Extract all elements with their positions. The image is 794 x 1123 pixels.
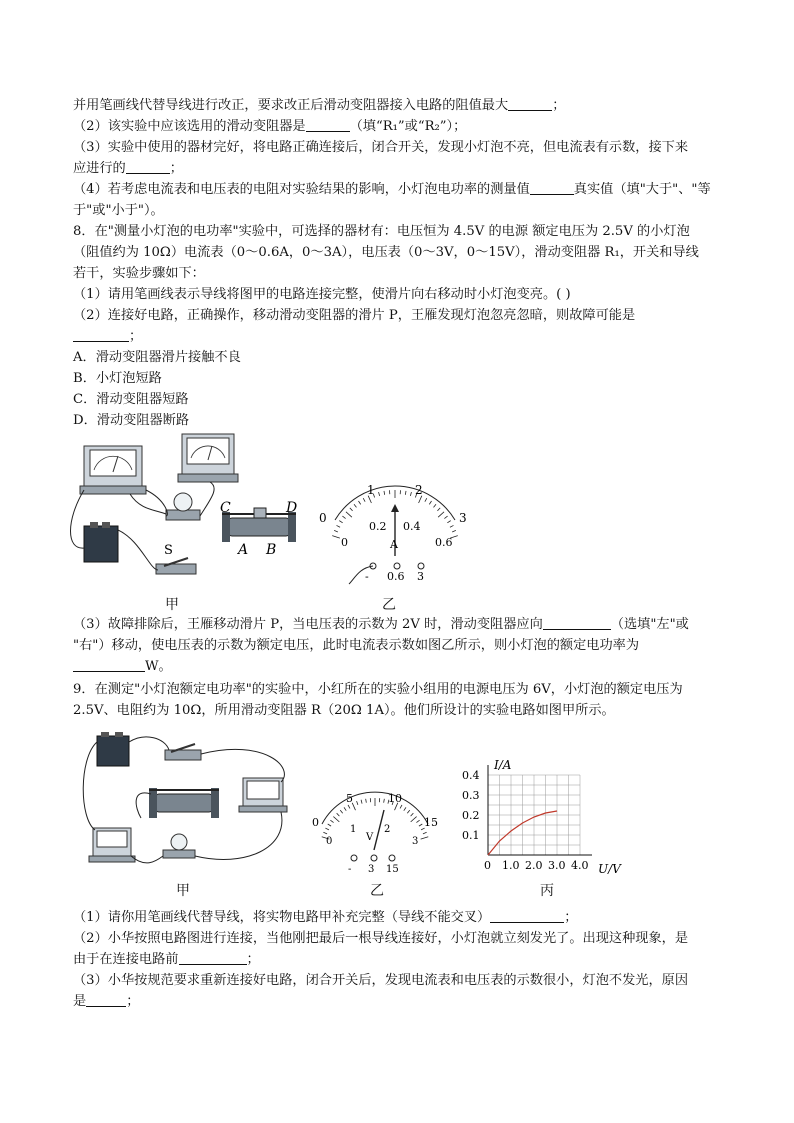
dial-tick [421, 837, 429, 839]
dial-tick [452, 530, 456, 532]
caption-yi: 乙 [382, 597, 396, 613]
dial-tick [379, 492, 380, 496]
dial-tick [358, 501, 360, 504]
dial-tick [411, 817, 417, 822]
caption-jia: 甲 [165, 597, 179, 613]
text-line: （2）该实验中应该选用的滑动变阻器是 （填“R₁”或“R₂”）； [73, 119, 467, 134]
dial-tick [346, 512, 352, 517]
terminal-label: 3 [368, 864, 375, 875]
battery-pack [84, 522, 118, 562]
dial-ticks [322, 798, 429, 839]
q8-ammeter-dial [315, 480, 475, 590]
dial-tick [429, 501, 431, 504]
caption-bing: 丙 [540, 883, 554, 899]
text-line: 若干，实验步骤如下： [73, 266, 205, 281]
rheostat-device [149, 788, 219, 818]
dial-tick [423, 832, 427, 834]
question-9-title: 9．在测定"小灯泡额定电功率"的实验中，小红所在的实验小组用的电源电压为 6V，小灯泡的额定电压为 [73, 682, 683, 697]
dial-label: 0.4 [403, 520, 421, 533]
dial-tick [333, 817, 339, 822]
dial-tick [330, 820, 333, 822]
dial-tick [410, 492, 411, 496]
terminal-a-label: A [238, 542, 249, 558]
dial-tick [411, 813, 414, 816]
dial-label: 0.6 [435, 536, 453, 549]
dial-label: 0 [312, 816, 319, 829]
text-line: （2）连接好电路，正确操作，移动滑动变阻器的滑片 P，王雁发现灯泡忽亮忽暗，则故障可能是 [73, 308, 636, 323]
dial-label: 0 [341, 536, 348, 549]
dial-tick [419, 824, 422, 826]
dial-tick [334, 530, 338, 532]
q9-iu-graph [460, 755, 630, 880]
y-axis-label: I/A [494, 758, 512, 772]
dial-tick [339, 521, 342, 523]
terminal-label: - [365, 570, 369, 583]
dial-tick [425, 498, 427, 502]
dial-label: 2 [415, 483, 423, 497]
text-line: （3）小华按规范要求重新连接好电路，闭合开关后，发现电流表和电压表的示数很小，灯泡不发光，原因 [73, 973, 689, 988]
dial-tick [447, 521, 450, 523]
rheostat-device [222, 508, 296, 542]
dial-tick [337, 525, 341, 527]
dial-tick [348, 805, 350, 809]
dial-label: 1 [350, 824, 357, 835]
question-8-title: 8．在"测量小灯泡的电功率"实验中，可选择的器材有：电压恒为 4.5V 的电源 额定电压为 2.5V 的小灯泡 [73, 224, 690, 239]
dial-tick [344, 807, 346, 810]
dial-label: 1 [367, 483, 375, 497]
dial-tick [438, 512, 444, 517]
text-line: 于"或"小于"）。 [73, 203, 164, 218]
dial-tick [384, 491, 385, 495]
dial-tick [384, 799, 385, 803]
answer-line: ； [73, 327, 142, 347]
text-line: （3）实验中使用的器材完好，将电路正确连接后，闭合开关，发现小灯泡不亮，但电流表有示数，接下来 [73, 140, 689, 155]
y-tick-label: 0.4 [462, 769, 480, 782]
dial-tick [407, 810, 409, 813]
option-c: C．滑动变阻器短路 [73, 392, 189, 407]
text-line: 应进行的 ； [73, 161, 183, 176]
dial-tick [354, 504, 356, 507]
dial-label: 3 [412, 836, 419, 847]
x-tick-label: 1.0 [502, 859, 520, 872]
dial-tick [450, 525, 454, 527]
dial-tick [405, 491, 406, 495]
option-b: B．小灯泡短路 [73, 371, 162, 386]
bulb-device [166, 493, 200, 520]
dial-label: 5 [346, 792, 353, 805]
dial-needle [374, 810, 384, 850]
dial-label: 0 [326, 836, 333, 847]
dial-tick [363, 498, 365, 502]
x-tick-label: 4.0 [571, 859, 589, 872]
answer-line: W。 [73, 657, 172, 677]
caption-yi: 乙 [370, 883, 384, 899]
q9-voltmeter-dial [308, 788, 448, 878]
dial-tick [366, 799, 367, 803]
dial-tick [328, 824, 331, 826]
graph-grid [488, 765, 592, 855]
dial-label: 0 [319, 511, 327, 525]
voltmeter-device [239, 778, 287, 812]
text-line: 并用笔画线代替导线进行改正，要求改正后滑动变阻器接入电路的阻值最大 ； [73, 98, 566, 113]
y-tick-label: 0.1 [462, 829, 480, 842]
option-a: A．滑动变阻器滑片接触不良 [73, 350, 241, 365]
terminal-label: 3 [417, 570, 424, 583]
dial-label: 15 [424, 816, 438, 829]
text-line: （4）若考虑电流表和电压表的电阻对实验结果的影响，小灯泡电功率的测量值 真实值（填"大于"、"等 [73, 182, 711, 197]
text-line: （1）请用笔画线表示导线将图甲的电路连接完整，使滑片向右移动时小灯泡变亮。( ) [73, 287, 571, 302]
dial-tick [361, 800, 362, 804]
text-line: （2）小华按照电路图进行连接，当他刚把最后一根导线连接好，小灯泡就立刻发光了。出现这种现象，是 [73, 931, 689, 946]
bulb-device [163, 834, 195, 858]
dial-tick [323, 832, 327, 834]
switch-device [156, 558, 196, 574]
dial-label: 3 [459, 511, 467, 525]
dial-tick [332, 536, 340, 538]
dial-tick [434, 504, 436, 507]
text-line: "右"）移动，使电压表的示数为额定电压，此时电流表示数如图乙所示，则小灯泡的额定电功率为 [73, 638, 640, 653]
text-line: 是 ； [73, 994, 140, 1009]
switch-label: S [164, 543, 173, 558]
dial-tick [337, 813, 340, 816]
dial-unit: A [390, 538, 398, 551]
dial-tick [357, 801, 358, 805]
text-line: （阻值约为 10Ω）电流表（0～0.6A，0～3A），电压表（0～3V，0～15V），滑动变阻器 R₁，开关和导线 [73, 245, 699, 260]
terminal-d-label: D [286, 500, 298, 516]
dial-tick [444, 516, 447, 518]
x-tick-label: 2.0 [525, 859, 543, 872]
voltmeter-device [178, 434, 238, 482]
x-axis-label: U/V [598, 862, 621, 876]
dial-label: 10 [388, 792, 402, 805]
terminal-b-label: B [266, 542, 277, 558]
terminal-label: - [348, 864, 352, 875]
dial-tick [340, 810, 342, 813]
x-tick-label: 0 [484, 859, 491, 872]
dial-tick [404, 807, 406, 810]
dial-tick [437, 508, 440, 511]
y-tick-label: 0.2 [462, 809, 480, 822]
text-line: 2.5V、电阻约为 10Ω，所用滑动变阻器 R（20Ω 1A）。他们所设计的实验电路如图甲所示。 [73, 703, 615, 718]
terminal-label: 15 [386, 864, 399, 875]
ammeter-device [80, 446, 146, 494]
dial-tick [342, 516, 345, 518]
text-line: （3）故障排除后，王雁移动滑片 P，当电压表的示数为 2V 时，滑动变阻器应向 （选填"左"或 [73, 617, 689, 632]
text-line: 由于在连接电路前 ； [73, 952, 260, 967]
terminal-label: 0.6 [387, 570, 405, 583]
ammeter-device [89, 828, 135, 862]
dial-unit: V [366, 832, 374, 843]
dial-tick [350, 508, 353, 511]
q9-figure-jia [75, 728, 295, 873]
caption-jia: 甲 [176, 883, 190, 899]
x-tick-label: 3.0 [548, 859, 566, 872]
terminal-c-label: C [220, 500, 231, 516]
dial-tick [400, 805, 402, 809]
option-d: D．滑动变阻器断路 [73, 413, 190, 428]
q8-figure-jia [70, 430, 310, 590]
dial-label: 2 [384, 824, 391, 835]
dial-label: 0.2 [369, 520, 387, 533]
dial-tick [416, 820, 419, 822]
text-line: （1）请你用笔画线代替导线，将实物电路甲补充完整（导线不能交叉） ； [73, 910, 578, 925]
switch-device [165, 744, 201, 760]
dial-tick [325, 828, 329, 830]
y-tick-label: 0.3 [462, 789, 480, 802]
battery-pack [97, 732, 129, 766]
